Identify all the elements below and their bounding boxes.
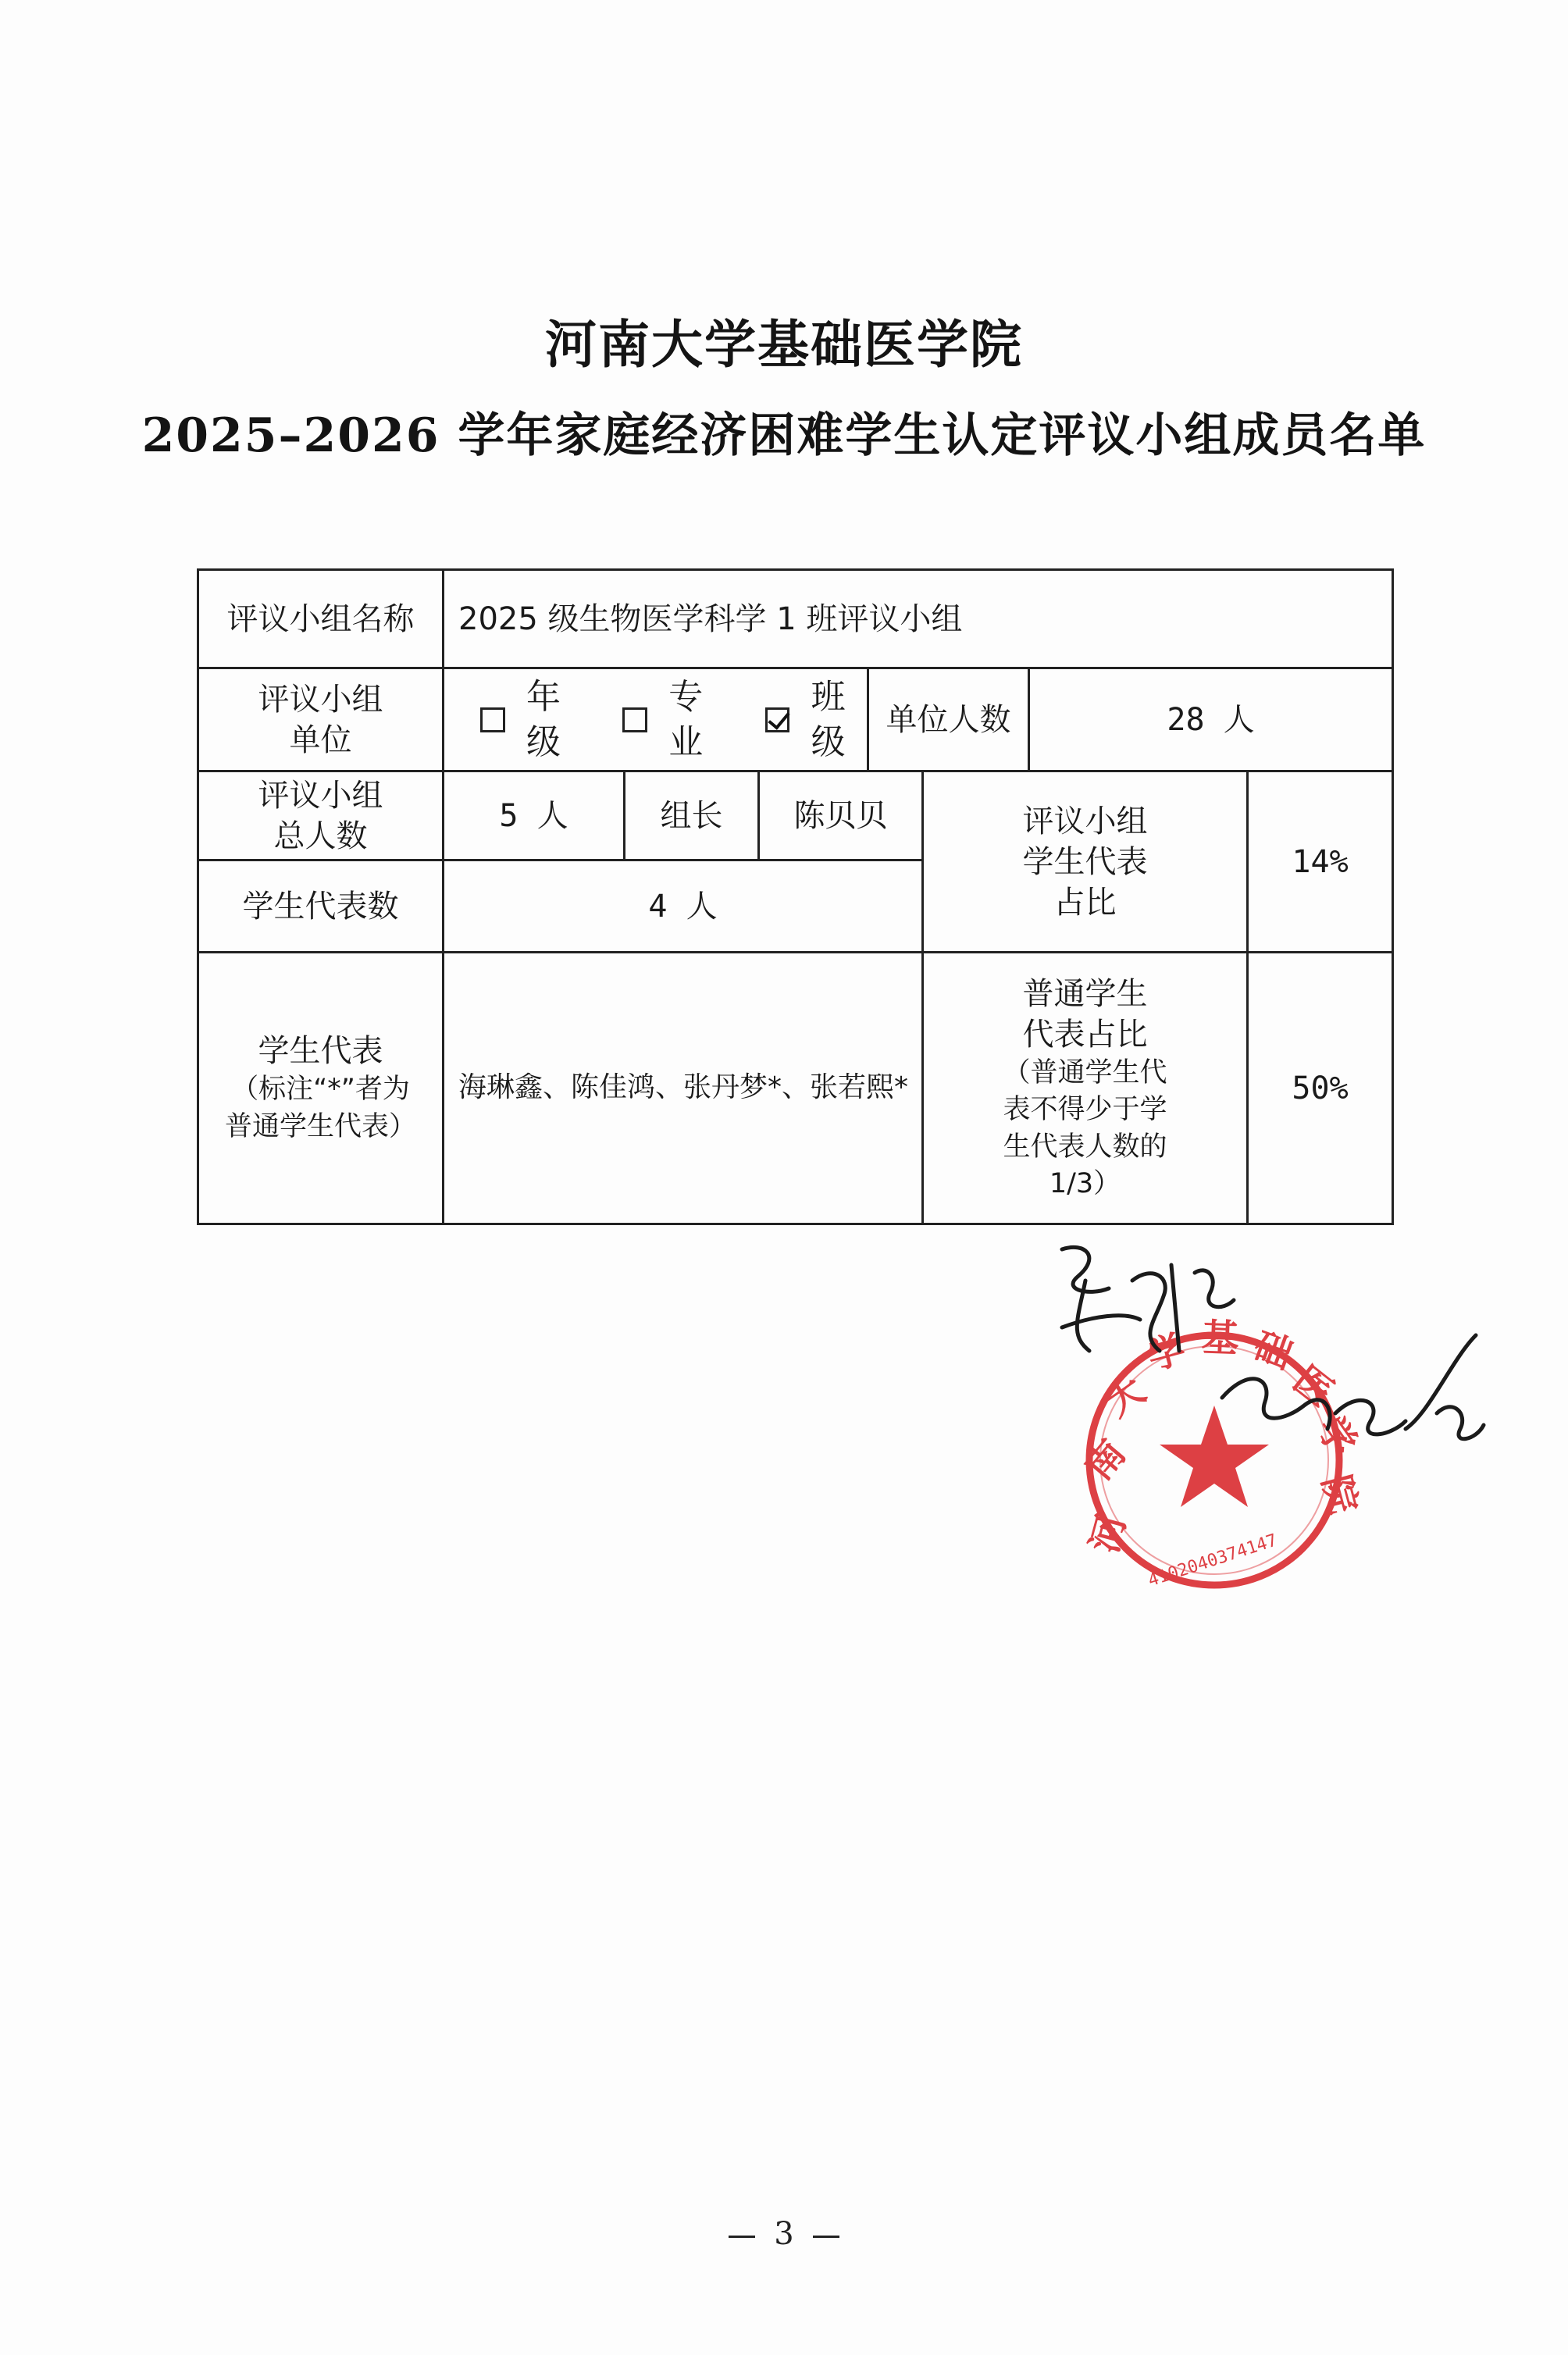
ordinary-note-line1: （普通学生代 xyxy=(1003,1057,1167,1088)
checkbox-class-checked[interactable] xyxy=(765,707,790,732)
unit-count-label: 单位人数 xyxy=(868,668,1029,771)
rep-ratio-label-line1: 评议小组 xyxy=(1022,803,1148,839)
page-number: 3 xyxy=(774,2216,794,2252)
unit-option-grade[interactable] xyxy=(480,675,577,764)
seal-star xyxy=(1160,1406,1269,1507)
ordinary-label-line2: 代表占比 xyxy=(1022,1017,1148,1053)
ordinary-note-line4: 1/3） xyxy=(1049,1167,1121,1199)
rep-ratio-label-line2: 学生代表 xyxy=(1022,843,1148,880)
leader-value: 陈贝贝 xyxy=(759,771,923,860)
reps-note-line1: （标注“*”者为 xyxy=(231,1074,410,1106)
document-title: 河南大学基础医学院 xyxy=(545,314,1023,375)
leader-label: 组长 xyxy=(625,771,759,860)
unit-option-class[interactable] xyxy=(765,675,862,764)
unit-label-line2: 单位 xyxy=(289,721,352,758)
unit-options-cell xyxy=(444,668,868,771)
page-footer xyxy=(0,2216,1568,2252)
svg-text:4102040374147: 4102040374147 xyxy=(1146,1530,1280,1591)
svg-text:南: 南 xyxy=(1076,1431,1135,1489)
ordinary-note-line3: 生代表人数的 xyxy=(1003,1131,1167,1163)
unit-label xyxy=(198,668,444,771)
rep-count-value: 4 人 xyxy=(444,860,923,953)
ordinary-ratio-value: 50% xyxy=(1248,953,1393,1224)
ordinary-label-line1: 普通学生 xyxy=(1022,976,1148,1012)
total-label-line1: 评议小组 xyxy=(258,777,383,814)
svg-text:学: 学 xyxy=(1307,1408,1365,1464)
unit-label-line1: 评议小组 xyxy=(258,681,383,718)
total-label-line2: 总人数 xyxy=(273,818,368,854)
ordinary-note-line2: 表不得少于学 xyxy=(1003,1094,1167,1126)
unit-option-grade-label: 年级 xyxy=(526,677,561,762)
unit-count-value: 28 人 xyxy=(1029,668,1393,771)
unit-option-major[interactable] xyxy=(622,675,719,764)
group-name-value: 2025 级生物医学科学 1 班评议小组 xyxy=(444,570,1393,668)
reps-label-cell xyxy=(198,953,444,1224)
seal-and-signature xyxy=(1015,1234,1499,1640)
svg-text:河: 河 xyxy=(1082,1509,1135,1558)
total-label xyxy=(198,771,444,860)
footer-dash-left xyxy=(729,2236,755,2238)
footer-dash-right xyxy=(813,2236,839,2238)
svg-text:础: 础 xyxy=(1248,1324,1299,1378)
svg-text:医: 医 xyxy=(1285,1357,1342,1416)
rep-ratio-value: 14% xyxy=(1248,771,1393,953)
checkbox-grade[interactable] xyxy=(480,707,505,732)
rep-ratio-label xyxy=(923,771,1248,953)
member-list-table xyxy=(197,568,1394,1225)
svg-text:院: 院 xyxy=(1313,1470,1366,1519)
reps-value: 海琳鑫、陈佳鸿、张丹梦*、张若熙* xyxy=(444,953,923,1224)
ordinary-ratio-label-cell xyxy=(923,953,1248,1224)
unit-option-class-label: 班级 xyxy=(811,677,846,762)
reps-label: 学生代表 xyxy=(258,1033,383,1070)
svg-text:基: 基 xyxy=(1200,1316,1240,1361)
rep-count-label: 学生代表数 xyxy=(198,860,444,953)
total-value: 5 人 xyxy=(444,771,625,860)
official-seal xyxy=(1077,1316,1366,1591)
group-name-label: 评议小组名称 xyxy=(198,570,444,668)
svg-text:学: 学 xyxy=(1142,1327,1191,1379)
rep-ratio-label-line3: 占比 xyxy=(1053,884,1117,921)
reps-note-line2: 普通学生代表） xyxy=(224,1110,416,1142)
document-subtitle: 2025–2026 学年家庭经济困难学生认定评议小组成员名单 xyxy=(141,408,1427,463)
unit-option-major-label: 专业 xyxy=(668,677,704,762)
checkbox-major[interactable] xyxy=(622,707,647,732)
svg-text:大: 大 xyxy=(1097,1368,1153,1426)
